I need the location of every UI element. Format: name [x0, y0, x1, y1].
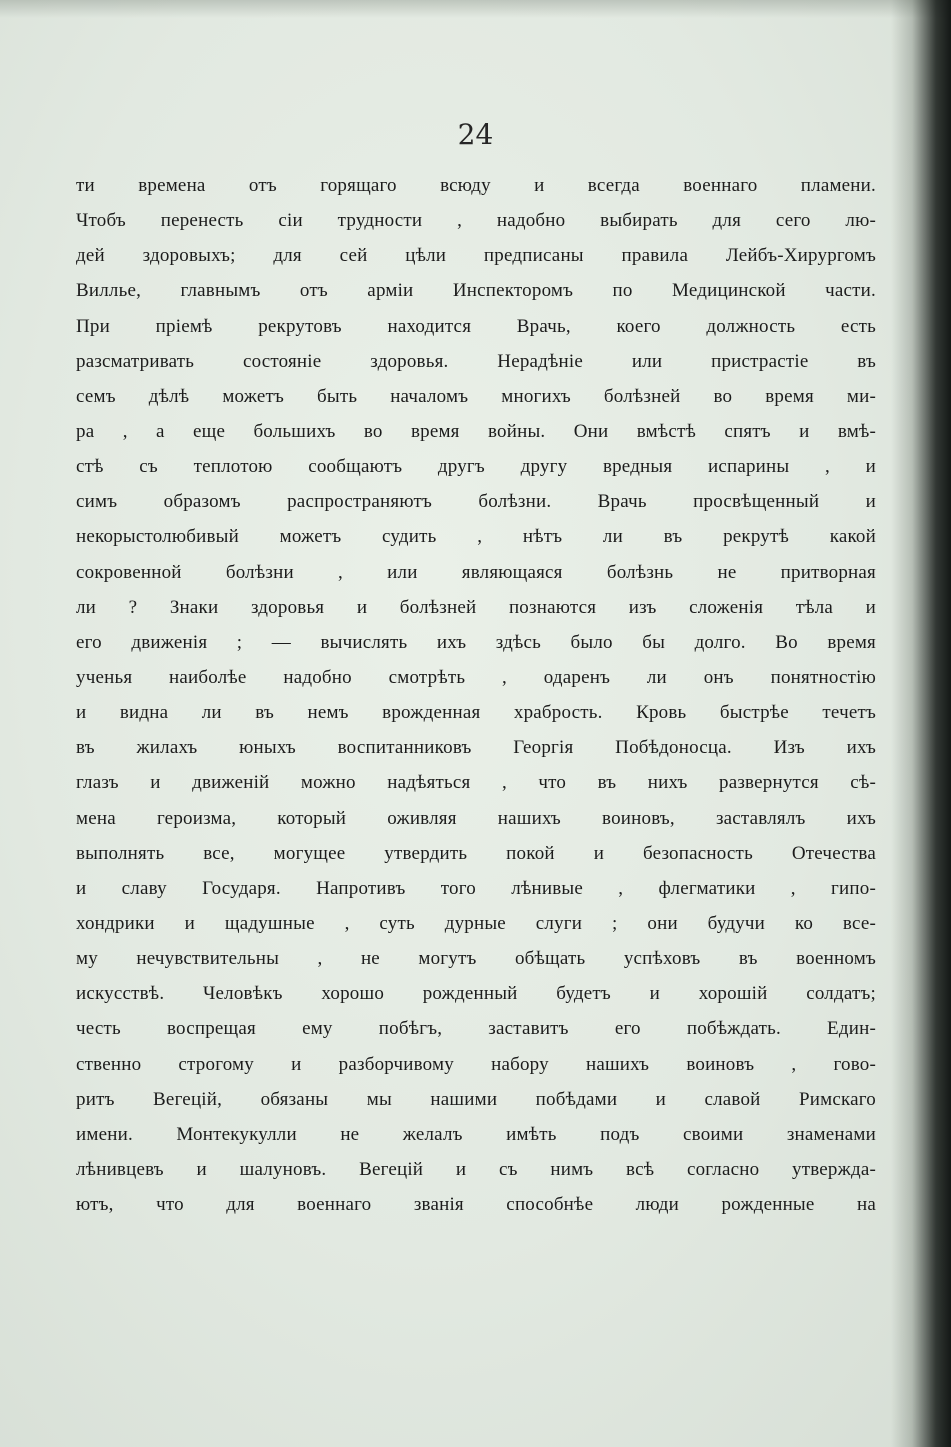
- book-gutter-shadow: [891, 0, 951, 1447]
- text-line: стѣ съ теплотою сообщаютъ другъ другу вредныя испарины , и: [76, 456, 876, 478]
- text-line: некорыстолюбивый можетъ судить , нѣтъ ли въ рекрутѣ какой: [76, 526, 876, 548]
- text-line: и славу Государя. Напротивъ того лѣнивые , флегматики , гипо-: [76, 877, 876, 899]
- text-line: му нечувствительны , не могутъ обѣщать успѣховъ въ военномъ: [76, 948, 876, 970]
- text-line: выполнять все, могущее утвердить покой и безопасность Отечества: [76, 842, 876, 864]
- text-line: сокровенной болѣзни , или являющаяся болѣзнь не притворная: [76, 561, 876, 583]
- text-line: въ жилахъ юныхъ воспитанниковъ Георгія Побѣдоносца. Изъ ихъ: [76, 737, 876, 759]
- body-text: [76, 168, 876, 1222]
- text-line: разсматривать состояніе здоровья. Нерадѣніе или пристрастіе въ: [76, 350, 876, 372]
- page-number: 24: [457, 118, 494, 151]
- text-line: ственно строгому и разборчивому набору нашихъ воиновъ , гово-: [76, 1053, 876, 1075]
- text-line: ти времена отъ горящаго всюду и всегда военнаго пламени.: [76, 175, 876, 196]
- text-line: ли ? Знаки здоровья и болѣзней познаются изъ сложенія тѣла и: [76, 596, 876, 618]
- text-line: При пріемѣ рекрутовъ находится Врачь, коего должность есть: [76, 315, 876, 337]
- text-line: имени. Монтекукулли не желалъ имѣть подъ своими знаменами: [76, 1123, 876, 1145]
- text-line: ритъ Вегецій, обязаны мы нашими побѣдами и славой Римскаго: [76, 1088, 876, 1110]
- text-line: симъ образомъ распространяютъ болѣзни. Врачь просвѣщенный и: [76, 491, 876, 513]
- text-line: честь воспрещая ему побѣгъ, заставитъ его побѣждать. Един-: [76, 1018, 876, 1040]
- text-line: семъ дѣлѣ можетъ быть началомъ многихъ болѣзней во время ми-: [76, 385, 876, 407]
- text-line: его движенія ; — вычислять ихъ здѣсь было бы долго. Во время: [76, 631, 876, 653]
- text-line: Чтобъ перенесть сіи трудности , надобно выбирать для сего лю-: [76, 210, 876, 232]
- text-line: и видна ли въ немъ врожденная храбрость. Кровь быстрѣе течетъ: [76, 702, 876, 724]
- text-line: лѣнивцевъ и шалуновъ. Вегецій и съ нимъ всѣ согласно утвержда-: [76, 1158, 876, 1180]
- text-line: искусствѣ. Человѣкъ хорошо рожденный будетъ и хорошій солдатъ;: [76, 983, 876, 1005]
- text-line: мена героизма, который оживляя нашихъ воиновъ, заставлялъ ихъ: [76, 807, 876, 829]
- text-line: Виллье, главнымъ отъ арміи Инспекторомъ по Медицинской части.: [76, 280, 876, 302]
- text-line: ютъ, что для военнаго званія способнѣе люди рожденные на: [76, 1194, 876, 1216]
- text-line: ра , а еще большихъ во время войны. Они вмѣстѣ спятъ и вмѣ-: [76, 420, 876, 442]
- text-line: глазъ и движеній можно надѣяться , что въ нихъ развернутся сѣ-: [76, 772, 876, 794]
- page-top-edge-shading: [0, 0, 951, 18]
- text-line: ученья наиболѣе надобно смотрѣть , одаренъ ли онъ понятностію: [76, 666, 876, 688]
- text-line: дей здоровыхъ; для сей цѣли предписаны правила Лейбъ-Хирургомъ: [76, 245, 876, 267]
- text-line: хондрики и щадушные , суть дурные слуги ; они будучи ко все-: [76, 912, 876, 934]
